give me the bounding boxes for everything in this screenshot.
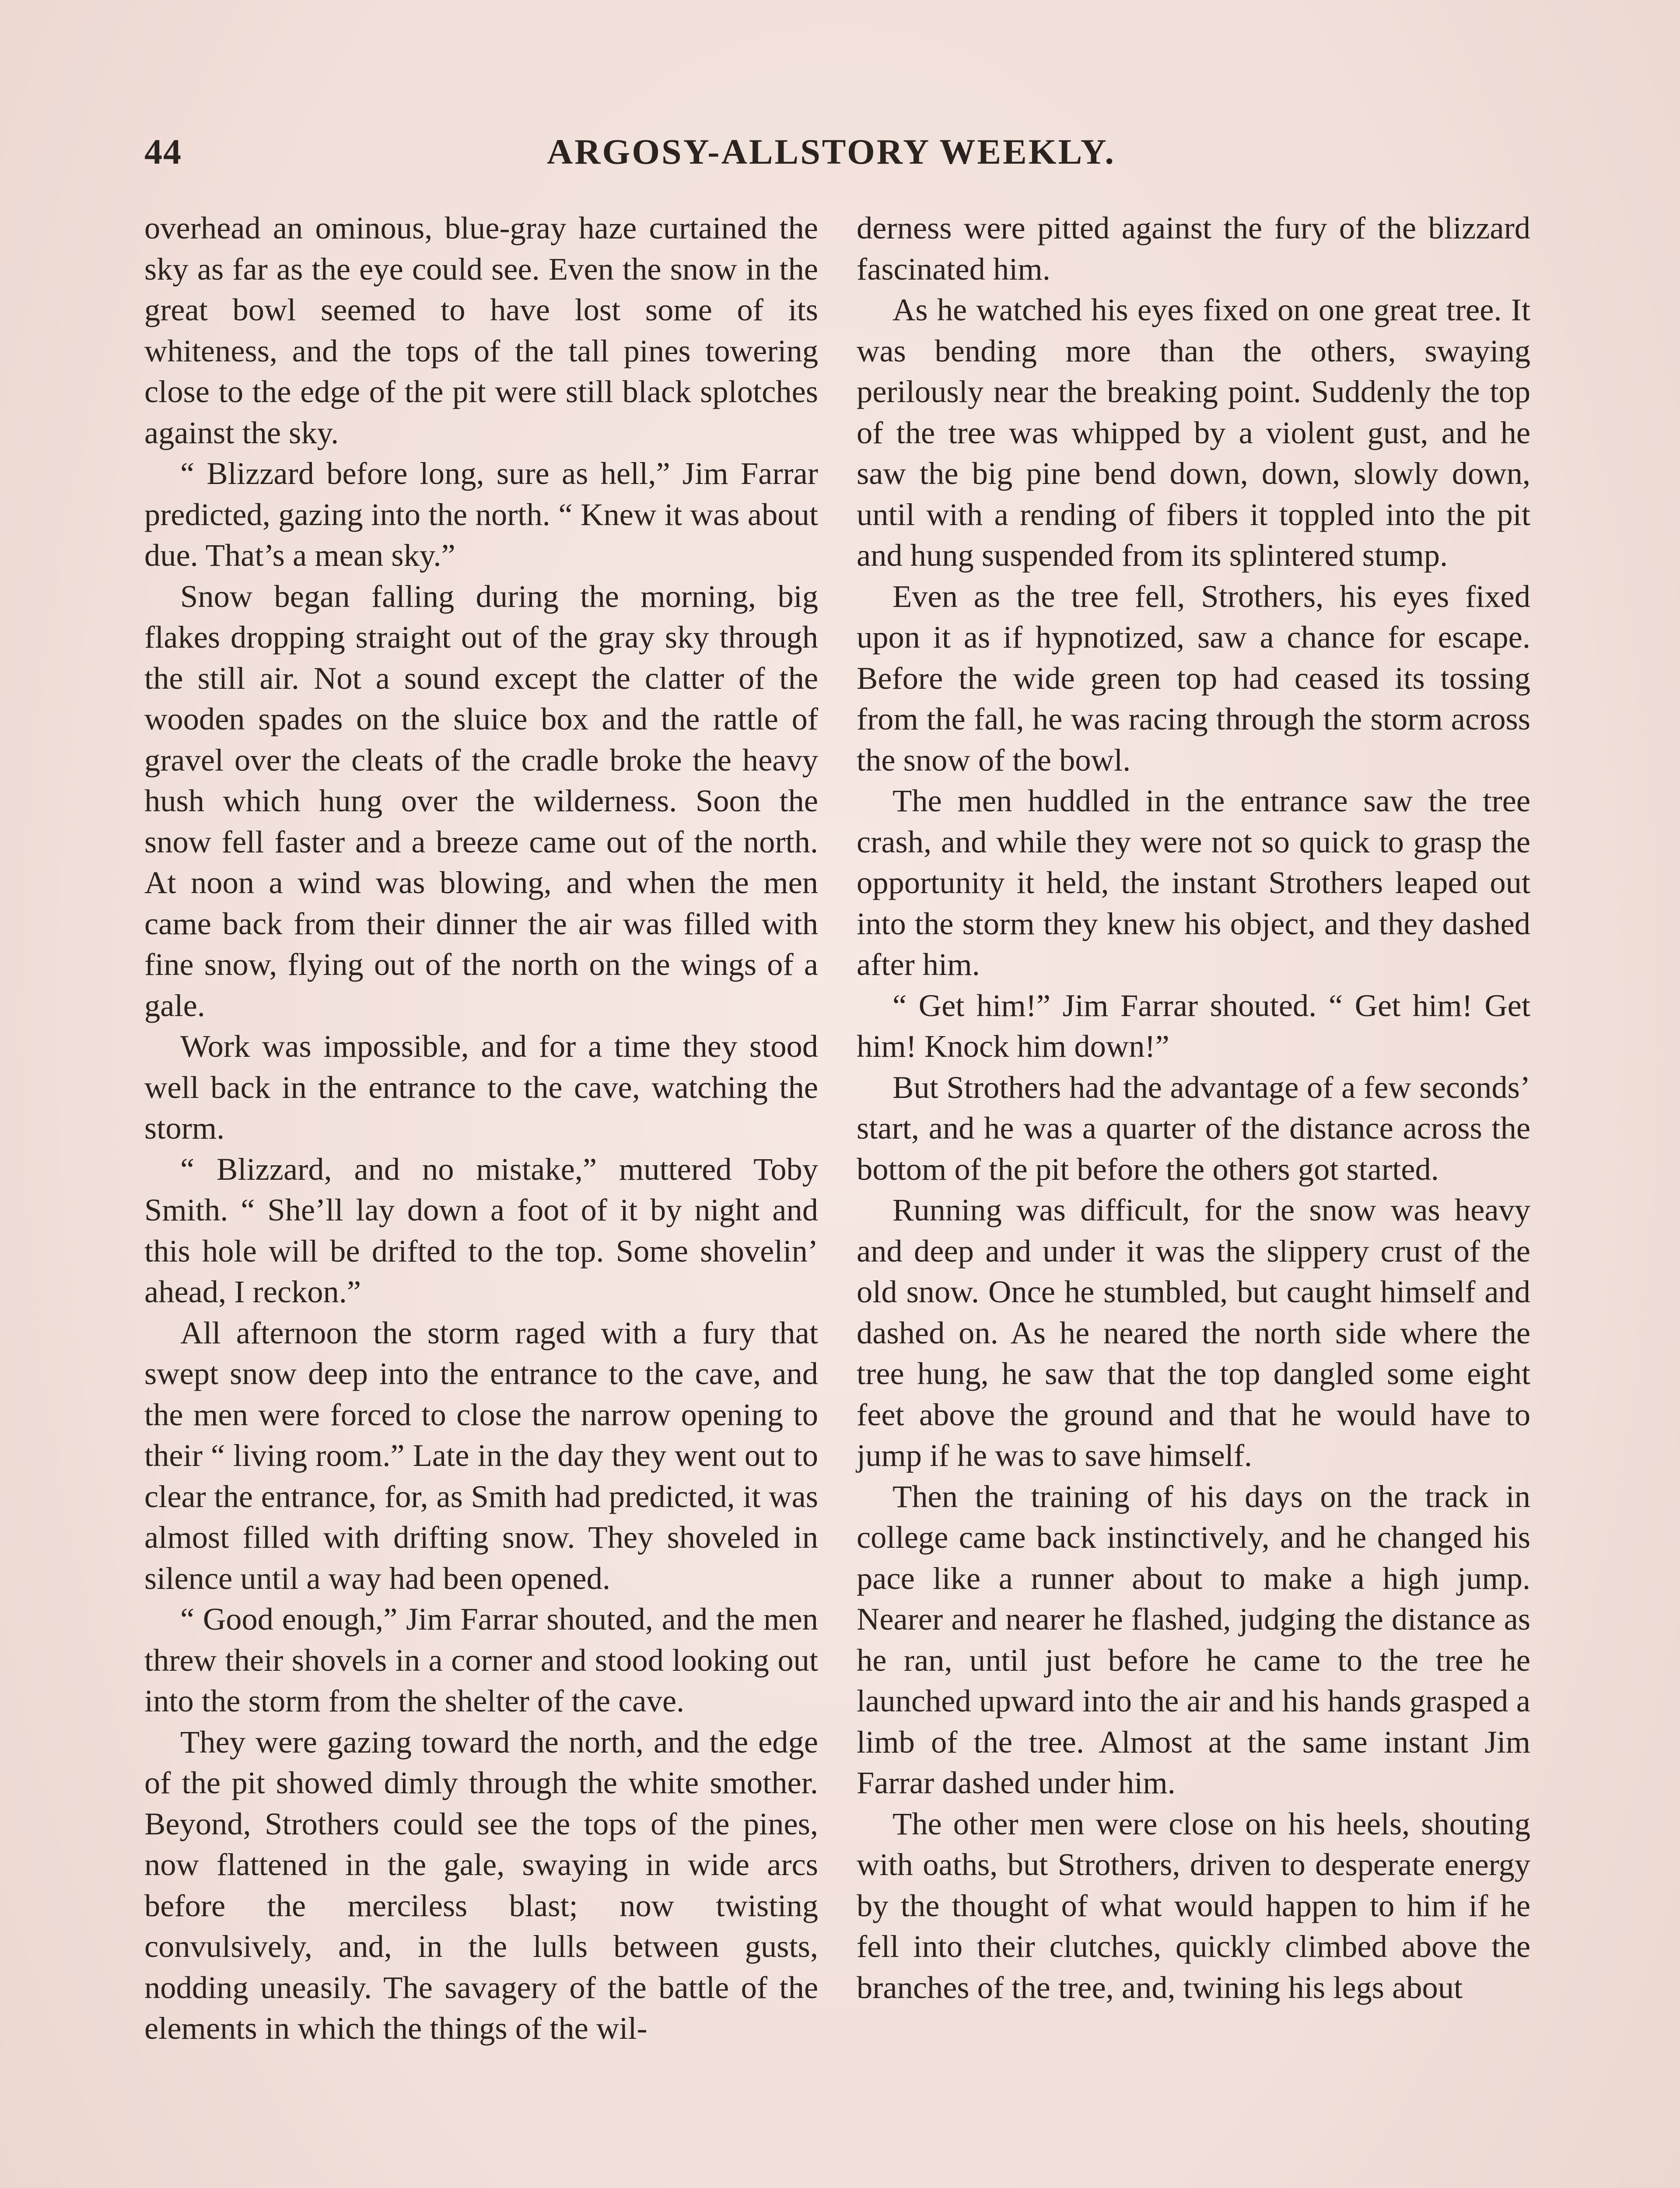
page-number: 44 — [144, 132, 182, 172]
paragraph: derness were pitted against the fury of the blizzard fascinated him. — [857, 210, 1530, 287]
paragraph: “ Blizzard before long, sure as hell,” Jim Farrar predicted, gazing into the north. “ Knew it was about due. That’s a mean sky.” — [144, 456, 818, 573]
paragraph: “ Get him!” Jim Farrar shouted. “ Get him! Get him! Knock him down!” — [857, 987, 1530, 1064]
paragraph: As he watched his eyes fixed on one great tree. It was bending more than the others, swaying perilously near the breaking point. Suddenly the top of the tree was whipped by a violent gust, and he saw the big pine bend down, down, slowly down, until with a rending of fibers it toppled into the pit and hung suspended from its splintered stump. — [857, 292, 1530, 573]
paragraph: Even as the tree fell, Strothers, his eyes fixed upon it as if hypnotized, saw a chance for escape. Before the wide green top had ceased its tossing from the fall, he was racing through the storm across the snow of the bowl. — [857, 578, 1530, 778]
paragraph: Then the training of his days on the track in college came back instinctively, and he changed his pace like a runner about to make a high jump. Nearer and nearer he flashed, judging the distance as he ran, until just before he came to the tree he launched upward into the air and his hands grasped a limb of the tree. Almost at the same instant Jim Farrar dashed under him. — [857, 1478, 1530, 1800]
paragraph: Snow began falling during the morning, big flakes dropping straight out of the gray sky through the still air. Not a sound except the clatter of the wooden spades on the sluice box and the rattle of gravel over the cleats of the cradle broke the heavy hush which hung over the wilderness. Soon the snow fell faster and a breeze came out of the north. At noon a wind was blowing, and when the men came back from their dinner the air was filled with fine snow, flying out of the north on the wings of a gale. — [144, 578, 818, 1023]
running-head: ARGOSY-ALLSTORY WEEKLY. — [547, 132, 1116, 172]
paragraph: overhead an ominous, blue-gray haze curtained the sky as far as the eye could see. Even the snow in the great bowl seemed to have lost some of its whiteness, and the tops of the tall pines towering close to the edge of the pit were still black splotches against the sky. — [144, 210, 818, 450]
left-column — [144, 207, 818, 2049]
paragraph: But Strothers had the advantage of a few seconds’ start, and he was a quarter of the distance across the bottom of the pit before the others got started. — [857, 1069, 1530, 1187]
page-header — [144, 131, 1544, 184]
paragraph: The other men were close on his heels, shouting with oaths, but Strothers, driven to desperate energy by the thought of what would happen to him if he fell into their clutches, quickly climbed above the branches of the tree, and, twining his legs about — [857, 1806, 1530, 2005]
paragraph: All afternoon the storm raged with a fury that swept snow deep into the entrance to the cave, and the men were forced to close the narrow opening to their “ living room.” Late in the day they went out to clear the entrance, for, as Smith had predicted, it was almost filled with drifting snow. They shoveled in silence until a way had been opened. — [144, 1315, 818, 1596]
paragraph: They were gazing toward the north, and the edge of the pit showed dimly through the white smother. Beyond, Strothers could see the tops of the pines, now flattened in the gale, swaying in wide arcs before the merciless blast; now twisting convulsively, and, in the lulls between gusts, nodding uneasily. The savagery of the battle of the elements in which the things of the wil- — [144, 1724, 818, 2046]
paragraph: The men huddled in the entrance saw the tree crash, and while they were not so quick to grasp the opportunity it held, the instant Strothers leaped out into the storm they knew his object, and they dashed after him. — [857, 783, 1530, 982]
right-column — [857, 207, 1530, 2008]
paragraph: “ Good enough,” Jim Farrar shouted, and the men threw their shovels in a corner and stood looking out into the storm from the shelter of the cave. — [144, 1601, 818, 1718]
paragraph: “ Blizzard, and no mistake,” muttered Toby Smith. “ She’ll lay down a foot of it by night and this hole will be drifted to the top. Some shovelin’ ahead, I reckon.” — [144, 1151, 818, 1309]
paragraph: Running was difficult, for the snow was heavy and deep and under it was the slippery crust of the old snow. Once he stumbled, but caught himself and dashed on. As he neared the north side where the tree hung, he saw that the top dangled some eight feet above the ground and that he would have to jump if he was to save himself. — [857, 1192, 1530, 1473]
paragraph: Work was impossible, and for a time they stood well back in the entrance to the cave, watching the storm. — [144, 1028, 818, 1146]
